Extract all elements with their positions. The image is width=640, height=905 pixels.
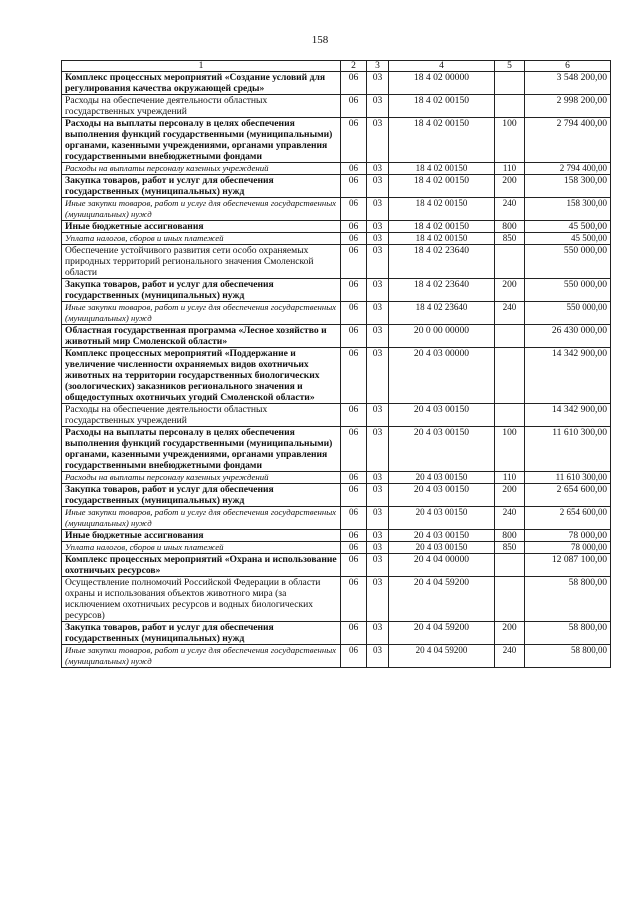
row-name-cell: Расходы на выплаты персоналу казенных учреждений	[62, 163, 341, 175]
section-code-cell: 06	[341, 163, 367, 175]
column-header: 4	[389, 61, 495, 72]
table-row	[62, 245, 611, 279]
target-article-cell: 18 4 02 23640	[389, 279, 495, 302]
amount-cell: 58 800,00	[525, 645, 611, 668]
table-row	[62, 622, 611, 645]
amount-cell: 58 800,00	[525, 577, 611, 622]
row-name-cell: Закупка товаров, работ и услуг для обеспечения государственных (муниципальных) нужд	[62, 175, 341, 198]
amount-cell: 14 342 900,00	[525, 404, 611, 427]
amount-cell: 11 610 300,00	[525, 427, 611, 472]
subsection-code-cell: 03	[367, 95, 389, 118]
target-article-cell: 18 4 02 00150	[389, 175, 495, 198]
expense-type-cell: 100	[495, 118, 525, 163]
target-article-cell: 18 4 02 00150	[389, 118, 495, 163]
subsection-code-cell: 03	[367, 325, 389, 348]
target-article-cell: 20 4 03 00150	[389, 484, 495, 507]
subsection-code-cell: 03	[367, 427, 389, 472]
amount-cell: 2 654 600,00	[525, 507, 611, 530]
amount-cell: 550 000,00	[525, 279, 611, 302]
target-article-cell: 20 4 04 59200	[389, 645, 495, 668]
amount-cell: 2 794 400,00	[525, 118, 611, 163]
expense-type-cell: 110	[495, 472, 525, 484]
row-name-cell: Закупка товаров, работ и услуг для обеспечения государственных (муниципальных) нужд	[62, 484, 341, 507]
row-name-cell: Иные закупки товаров, работ и услуг для обеспечения государственных (муниципальных) нужд	[62, 507, 341, 530]
expense-type-cell: 240	[495, 302, 525, 325]
row-name-cell: Расходы на обеспечение деятельности областных государственных учреждений	[62, 95, 341, 118]
table-row	[62, 472, 611, 484]
section-code-cell: 06	[341, 472, 367, 484]
row-name-cell: Иные бюджетные ассигнования	[62, 530, 341, 542]
subsection-code-cell: 03	[367, 302, 389, 325]
expense-type-cell: 110	[495, 163, 525, 175]
subsection-code-cell: 03	[367, 348, 389, 404]
expense-type-cell: 200	[495, 175, 525, 198]
subsection-code-cell: 03	[367, 198, 389, 221]
target-article-cell: 18 4 02 00150	[389, 221, 495, 233]
table-row	[62, 348, 611, 404]
subsection-code-cell: 03	[367, 542, 389, 554]
target-article-cell: 20 4 03 00150	[389, 530, 495, 542]
budget-table	[61, 60, 611, 668]
subsection-code-cell: 03	[367, 507, 389, 530]
target-article-cell: 20 4 04 59200	[389, 577, 495, 622]
target-article-cell: 20 4 03 00150	[389, 507, 495, 530]
subsection-code-cell: 03	[367, 118, 389, 163]
section-code-cell: 06	[341, 645, 367, 668]
row-name-cell: Областная государственная программа «Лесное хозяйство и животный мир Смоленской области»	[62, 325, 341, 348]
subsection-code-cell: 03	[367, 472, 389, 484]
subsection-code-cell: 03	[367, 221, 389, 233]
row-name-cell: Иные закупки товаров, работ и услуг для обеспечения государственных (муниципальных) нужд	[62, 302, 341, 325]
row-name-cell: Уплата налогов, сборов и иных платежей	[62, 542, 341, 554]
table-row	[62, 118, 611, 163]
column-header: 1	[62, 61, 341, 72]
subsection-code-cell: 03	[367, 175, 389, 198]
expense-type-cell: 240	[495, 507, 525, 530]
expense-type-cell	[495, 245, 525, 279]
table-row	[62, 279, 611, 302]
subsection-code-cell: 03	[367, 484, 389, 507]
table-row	[62, 542, 611, 554]
row-name-cell: Комплекс процессных мероприятий «Охрана и использование охотничьих ресурсов»	[62, 554, 341, 577]
table-row	[62, 163, 611, 175]
table-row	[62, 72, 611, 95]
amount-cell: 158 300,00	[525, 198, 611, 221]
expense-type-cell	[495, 348, 525, 404]
table-row	[62, 175, 611, 198]
column-header: 6	[525, 61, 611, 72]
section-code-cell: 06	[341, 577, 367, 622]
table-body	[62, 72, 611, 668]
table-row	[62, 507, 611, 530]
section-code-cell: 06	[341, 554, 367, 577]
subsection-code-cell: 03	[367, 645, 389, 668]
section-code-cell: 06	[341, 507, 367, 530]
target-article-cell: 20 4 03 00150	[389, 427, 495, 472]
table-row	[62, 95, 611, 118]
expense-type-cell: 800	[495, 530, 525, 542]
column-header: 2	[341, 61, 367, 72]
section-code-cell: 06	[341, 348, 367, 404]
section-code-cell: 06	[341, 72, 367, 95]
subsection-code-cell: 03	[367, 554, 389, 577]
amount-cell: 45 500,00	[525, 221, 611, 233]
table-row	[62, 325, 611, 348]
row-name-cell: Комплекс процессных мероприятий «Создание условий для регулирования качества окружающей среды»	[62, 72, 341, 95]
expense-type-cell: 850	[495, 542, 525, 554]
expense-type-cell	[495, 325, 525, 348]
amount-cell: 78 000,00	[525, 530, 611, 542]
section-code-cell: 06	[341, 95, 367, 118]
row-name-cell: Закупка товаров, работ и услуг для обеспечения государственных (муниципальных) нужд	[62, 622, 341, 645]
target-article-cell: 20 4 03 00150	[389, 542, 495, 554]
table-row	[62, 302, 611, 325]
section-code-cell: 06	[341, 404, 367, 427]
row-name-cell: Комплекс процессных мероприятий «Поддержание и увеличение численности охраняемых видов охотничьих животных на территории государственных биологических (зоологических) заказников регионального значения и общедоступных охотничьих угодий Смоленской области»	[62, 348, 341, 404]
table-header-row	[62, 61, 611, 72]
subsection-code-cell: 03	[367, 233, 389, 245]
row-name-cell: Расходы на обеспечение деятельности областных государственных учреждений	[62, 404, 341, 427]
column-header: 5	[495, 61, 525, 72]
table-row	[62, 554, 611, 577]
amount-cell: 2 998 200,00	[525, 95, 611, 118]
section-code-cell: 06	[341, 530, 367, 542]
row-name-cell: Уплата налогов, сборов и иных платежей	[62, 233, 341, 245]
expense-type-cell: 100	[495, 427, 525, 472]
row-name-cell: Расходы на выплаты персоналу в целях обеспечения выполнения функций государственными (муниципальными) органами, казенными учреждениями, органами управления государственными внебюджетными фондами	[62, 427, 341, 472]
row-name-cell: Расходы на выплаты персоналу в целях обеспечения выполнения функций государственными (муниципальными) органами, казенными учреждениями, органами управления государственными внебюджетными фондами	[62, 118, 341, 163]
section-code-cell: 06	[341, 118, 367, 163]
subsection-code-cell: 03	[367, 577, 389, 622]
table-row	[62, 530, 611, 542]
expense-type-cell: 200	[495, 279, 525, 302]
section-code-cell: 06	[341, 175, 367, 198]
amount-cell: 26 430 000,00	[525, 325, 611, 348]
expense-type-cell: 850	[495, 233, 525, 245]
row-name-cell: Обеспечение устойчивого развития сети особо охраняемых природных территорий регионального значения Смоленской области	[62, 245, 341, 279]
section-code-cell: 06	[341, 245, 367, 279]
target-article-cell: 20 4 04 00000	[389, 554, 495, 577]
expense-type-cell	[495, 404, 525, 427]
amount-cell: 45 500,00	[525, 233, 611, 245]
target-article-cell: 20 0 00 00000	[389, 325, 495, 348]
section-code-cell: 06	[341, 484, 367, 507]
section-code-cell: 06	[341, 325, 367, 348]
target-article-cell: 18 4 02 23640	[389, 302, 495, 325]
amount-cell: 3 548 200,00	[525, 72, 611, 95]
target-article-cell: 20 4 03 00150	[389, 472, 495, 484]
row-name-cell: Расходы на выплаты персоналу казенных учреждений	[62, 472, 341, 484]
target-article-cell: 20 4 03 00000	[389, 348, 495, 404]
table-row	[62, 221, 611, 233]
table-row	[62, 427, 611, 472]
section-code-cell: 06	[341, 233, 367, 245]
section-code-cell: 06	[341, 279, 367, 302]
section-code-cell: 06	[341, 198, 367, 221]
amount-cell: 14 342 900,00	[525, 348, 611, 404]
expense-type-cell	[495, 72, 525, 95]
row-name-cell: Осуществление полномочий Российской Федерации в области охраны и использования объектов животного мира (за исключением охотничьих ресурсов и водных биологических ресурсов)	[62, 577, 341, 622]
subsection-code-cell: 03	[367, 279, 389, 302]
target-article-cell: 18 4 02 00000	[389, 72, 495, 95]
expense-type-cell: 240	[495, 198, 525, 221]
target-article-cell: 18 4 02 00150	[389, 163, 495, 175]
target-article-cell: 20 4 04 59200	[389, 622, 495, 645]
amount-cell: 58 800,00	[525, 622, 611, 645]
expense-type-cell: 240	[495, 645, 525, 668]
column-header: 3	[367, 61, 389, 72]
table-row	[62, 404, 611, 427]
subsection-code-cell: 03	[367, 404, 389, 427]
amount-cell: 12 087 100,00	[525, 554, 611, 577]
subsection-code-cell: 03	[367, 163, 389, 175]
amount-cell: 550 000,00	[525, 302, 611, 325]
amount-cell: 2 654 600,00	[525, 484, 611, 507]
expense-type-cell: 200	[495, 622, 525, 645]
row-name-cell: Закупка товаров, работ и услуг для обеспечения государственных (муниципальных) нужд	[62, 279, 341, 302]
subsection-code-cell: 03	[367, 622, 389, 645]
table-row	[62, 198, 611, 221]
amount-cell: 11 610 300,00	[525, 472, 611, 484]
section-code-cell: 06	[341, 221, 367, 233]
row-name-cell: Иные закупки товаров, работ и услуг для обеспечения государственных (муниципальных) нужд	[62, 645, 341, 668]
row-name-cell: Иные закупки товаров, работ и услуг для обеспечения государственных (муниципальных) нужд	[62, 198, 341, 221]
target-article-cell: 18 4 02 00150	[389, 95, 495, 118]
amount-cell: 158 300,00	[525, 175, 611, 198]
expense-type-cell	[495, 95, 525, 118]
subsection-code-cell: 03	[367, 72, 389, 95]
section-code-cell: 06	[341, 542, 367, 554]
expense-type-cell	[495, 577, 525, 622]
expense-type-cell	[495, 554, 525, 577]
section-code-cell: 06	[341, 427, 367, 472]
subsection-code-cell: 03	[367, 530, 389, 542]
target-article-cell: 18 4 02 00150	[389, 233, 495, 245]
page-number: 158	[311, 34, 329, 46]
table-row	[62, 577, 611, 622]
subsection-code-cell: 03	[367, 245, 389, 279]
amount-cell: 78 000,00	[525, 542, 611, 554]
expense-type-cell: 200	[495, 484, 525, 507]
amount-cell: 2 794 400,00	[525, 163, 611, 175]
table-row	[62, 233, 611, 245]
target-article-cell: 18 4 02 23640	[389, 245, 495, 279]
target-article-cell: 18 4 02 00150	[389, 198, 495, 221]
expense-type-cell: 800	[495, 221, 525, 233]
amount-cell: 550 000,00	[525, 245, 611, 279]
target-article-cell: 20 4 03 00150	[389, 404, 495, 427]
table-row	[62, 645, 611, 668]
section-code-cell: 06	[341, 622, 367, 645]
row-name-cell: Иные бюджетные ассигнования	[62, 221, 341, 233]
section-code-cell: 06	[341, 302, 367, 325]
table-row	[62, 484, 611, 507]
